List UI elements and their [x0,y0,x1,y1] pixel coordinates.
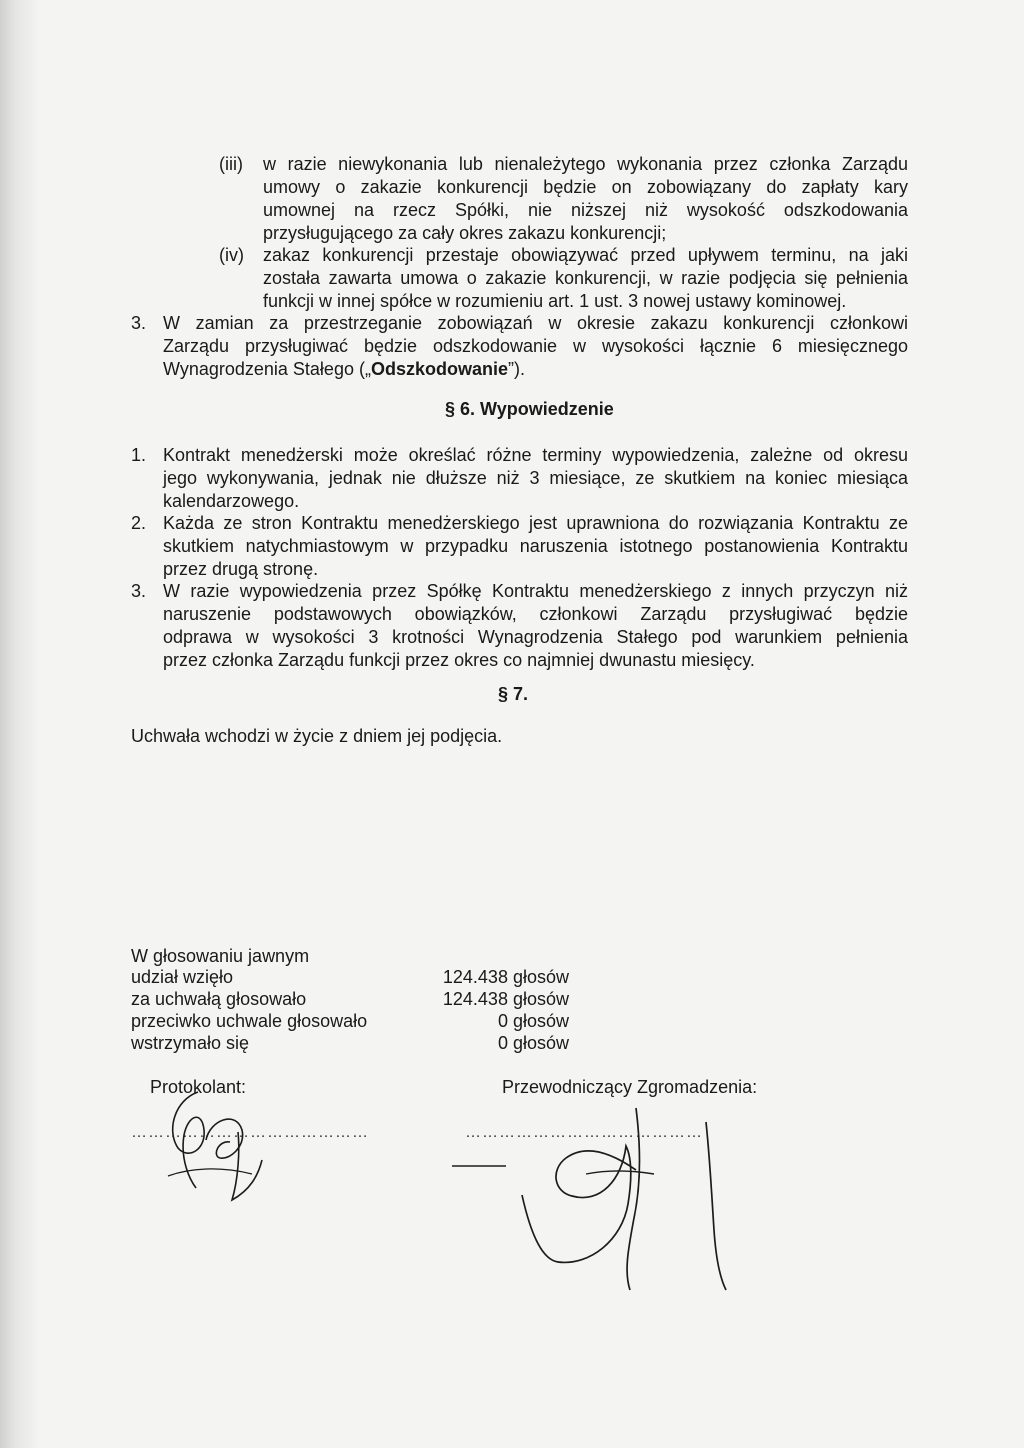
s6-item-3-line: odprawa w wysokości 3 krotności Wynagrodzenia Stałego pod warunkiem pełnienia [163,627,908,647]
s6-item-3-line: naruszenie podstawowych obowiązków, członkowi Zarządu przysługiwać będzie [163,604,908,624]
s6-item-1-line: jego wykonywania, jednak nie dłuższe niż 3 miesiące, ze skutkiem na koniec miesiąca [163,468,908,488]
vote-value: 0 głosów [497,1011,569,1031]
s6-item-2-line: Każda ze stron Kontraktu menedżerskiego jest uprawniona do rozwiązania Kontraktu ze [163,513,908,533]
s6-item-1-line: kalendarzowego. [163,491,300,511]
recorder-handwritten-signature [140,1080,300,1210]
vote-value: 124.438 głosów [442,967,569,987]
recorder-label: Protokolant: [150,1077,247,1097]
s6-item-3-label: 3. [131,581,147,601]
vote-value: 0 głosów [497,1033,569,1053]
chairman-handwritten-signature [440,1100,800,1300]
vote-label: udział wzięło [131,967,234,987]
section-7-heading: § 7. [498,684,529,704]
item-iii-label: (iii) [219,154,243,174]
item-iv-label: (iv) [219,245,244,265]
item-iii-line: przysługującego za cały okres zakazu konkurencji; [263,223,667,243]
recorder-signature-line: …………………………………… [131,1124,369,1141]
s6-item-1-line: Kontrakt menedżerski może określać różne terminy wypowiedzenia, zależne od okresu [163,445,908,465]
item-3-text-pre: Wynagrodzenia Stałego („ [163,359,371,379]
chairman-signature-line: …………………………………… [465,1124,703,1141]
scan-shadow-edge [0,0,40,1448]
item-iii-line: umowy o zakazie konkurencji będzie on zobowiązany do zapłaty kary [263,177,908,197]
section-7-text: Uchwała wchodzi w życie z dniem jej podjęcia. [131,726,503,746]
vote-label: za uchwałą głosowało [131,989,307,1009]
vote-value: 124.438 głosów [442,989,569,1009]
item-iii-line: umownej na rzecz Spółki, nie niższej niż wysokość odszkodowania [263,200,908,220]
item-3-line: W zamian za przestrzeganie zobowiązań w okresie zakazu konkurencji członkowi [163,313,908,333]
item-iv-line: funkcji w innej spółce w rozumieniu art. 1 ust. 3 nowej ustawy kominowej. [263,291,847,311]
voting-header: W głosowaniu jawnym [131,946,310,966]
item-3-line [163,358,908,381]
vote-label: wstrzymało się [131,1033,250,1053]
section-6-heading: § 6. Wypowiedzenie [445,399,614,419]
item-iv-line: została zawarta umowa o zakazie konkurencji, w razie podjęcia się pełnienia [263,268,908,288]
s6-item-2-line: przez drugą stronę. [163,559,319,579]
item-3-label: 3. [131,313,147,333]
item-iii-line: w razie niewykonania lub nienależytego wykonania przez członka Zarządu [263,154,908,174]
s6-item-3-line: przez członka Zarządu funkcji przez okres co najmniej dwunastu miesięcy. [163,650,755,670]
s6-item-2-line: skutkiem natychmiastowym w przypadku naruszenia istotnego postanowienia Kontraktu [163,536,908,556]
chairman-label: Przewodniczący Zgromadzenia: [502,1077,758,1097]
item-3-line: Zarządu przysługiwać będzie odszkodowanie w wysokości łącznie 6 miesięcznego [163,336,908,356]
s6-item-3-line: W razie wypowiedzenia przez Spółkę Kontraktu menedżerskiego z innych przyczyn niż [163,581,908,601]
item-3-text-post: ”). [507,359,525,379]
vote-label: przeciwko uchwale głosowało [131,1011,368,1031]
item-iv-line: zakaz konkurencji przestaje obowiązywać przed upływem terminu, na jaki [263,245,908,265]
defined-term: Odszkodowanie [370,359,508,379]
s6-item-1-label: 1. [131,445,147,465]
s6-item-2-label: 2. [131,513,147,533]
